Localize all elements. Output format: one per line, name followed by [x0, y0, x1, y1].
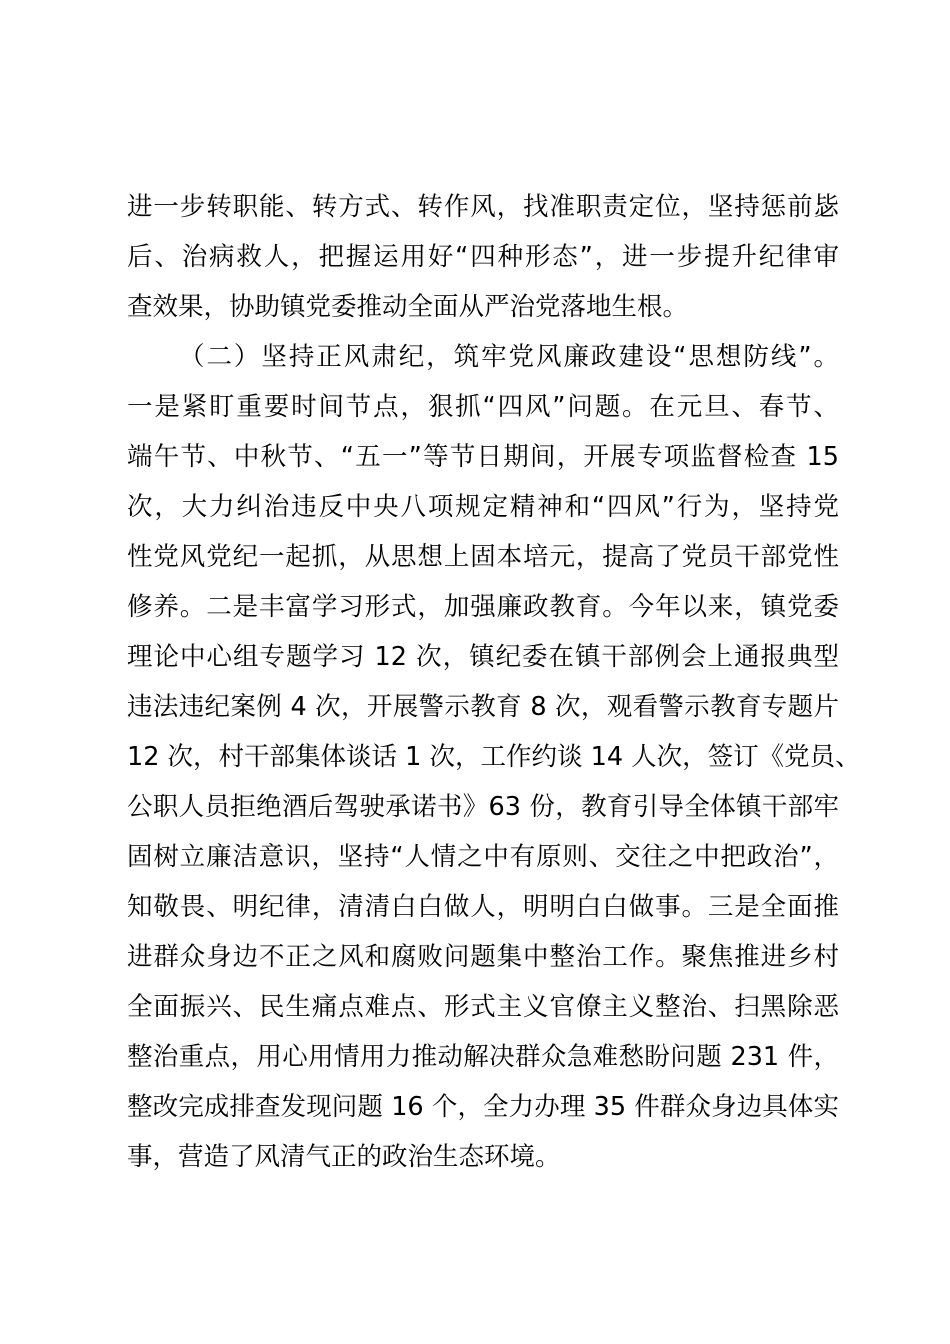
text-line: 后、治病救人，把握运用好“四种形态”，进一步提升纪律审 — [127, 242, 839, 272]
text-line: 12 次，村干部集体谈话 1 次，工作约谈 14 人次，签订《党员、 — [127, 742, 861, 772]
text-line: 整治重点，用心用情用力推动解决群众急难愁盼问题 231 件， — [127, 1042, 839, 1072]
text-line: 固树立廉洁意识，坚持“人情之中有原则、交往之中把政治”， — [127, 842, 839, 872]
text-line: 进群众身边不正之风和腐败问题集中整治工作。聚焦推进乡村 — [127, 942, 839, 972]
body-text — [127, 182, 861, 1182]
text-line: 修养。二是丰富学习形式，加强廉政教育。今年以来，镇党委 — [127, 592, 839, 622]
text-line: 公职人员拒绝酒后驾驶承诺书》63 份，教育引导全体镇干部牢 — [127, 792, 839, 822]
section-heading-line: （二）坚持正风肃纪，筑牢党风廉政建设“思想防线”。 — [179, 342, 839, 372]
text-line: 整改完成排查发现问题 16 个，全力办理 35 件群众身边具体实 — [127, 1092, 839, 1122]
text-line: 事，营造了风清气正的政治生态环境。 — [127, 1142, 561, 1172]
text-line: 进一步转职能、转方式、转作风，找准职责定位，坚持惩前毖 — [127, 192, 839, 222]
text-line: 违法违纪案例 4 次，开展警示教育 8 次，观看警示教育专题片 — [127, 692, 839, 722]
text-line: 端午节、中秋节、“五一”等节日期间，开展专项监督检查 15 — [127, 442, 839, 472]
text-line: 知敬畏、明纪律，清清白白做人，明明白白做事。三是全面推 — [127, 892, 839, 922]
text-line: 一是紧盯重要时间节点，狠抓“四风”问题。在元旦、春节、 — [127, 392, 839, 422]
text-line: 性党风党纪一起抓，从思想上固本培元，提高了党员干部党性 — [127, 542, 839, 572]
text-line: 次，大力纠治违反中央八项规定精神和“四风”行为，坚持党 — [127, 492, 839, 522]
text-line: 理论中心组专题学习 12 次，镇纪委在镇干部例会上通报典型 — [127, 642, 839, 672]
text-line: 查效果，协助镇党委推动全面从严治党落地生根。 — [127, 292, 689, 322]
text-line: 全面振兴、民生痛点难点、形式主义官僚主义整治、扫黑除恶 — [127, 992, 839, 1022]
